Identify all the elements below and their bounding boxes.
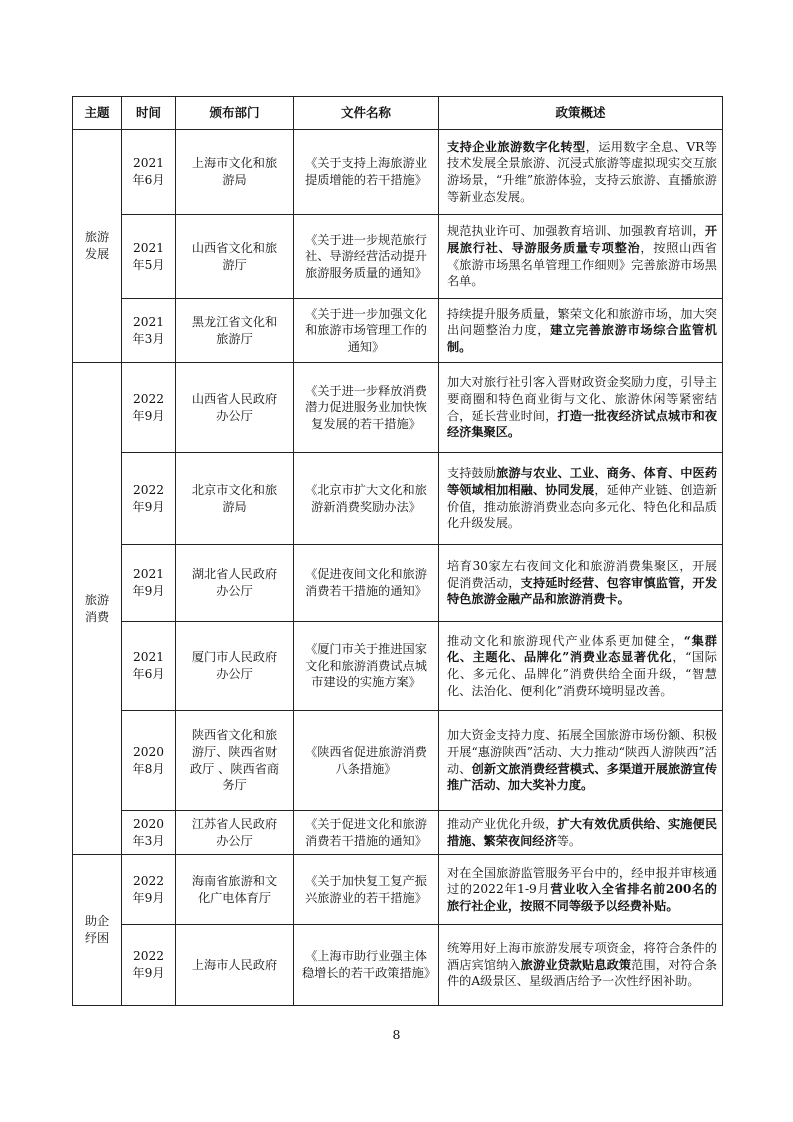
- theme-cell: 旅游发展: [73, 130, 122, 363]
- summary-text: 等。: [556, 833, 582, 848]
- summary-cell: [439, 299, 723, 363]
- time-cell: 2021年5月: [122, 215, 176, 299]
- department-cell: 江苏省人民政府办公厅: [176, 811, 294, 855]
- summary-emphasis: 支持企业旅游数字化转型: [447, 139, 586, 154]
- summary-cell: [439, 855, 723, 925]
- summary-text: 推动文化和旅游现代产业体系更加健全，: [447, 633, 684, 648]
- table-row: [73, 925, 723, 1006]
- summary-text: ，运用数字全息、VR等技术发展全景旅游、沉浸式旅游等虚拟现实交互旅游场景，“升维”旅游体验，支持云旅游、直播旅游等新业态发展。: [447, 139, 717, 204]
- time-cell: 2022年9月: [122, 855, 176, 925]
- time-cell: 2022年9月: [122, 453, 176, 545]
- time-cell: 2021年6月: [122, 622, 176, 711]
- header-document: 文件名称: [294, 97, 439, 130]
- page-number: 8: [392, 1027, 401, 1042]
- department-cell: 海南省旅游和文化广电体育厅: [176, 855, 294, 925]
- table-row: [73, 363, 723, 453]
- department-cell: 上海市人民政府: [176, 925, 294, 1006]
- time-cell: 2022年9月: [122, 925, 176, 1006]
- summary-cell: [439, 925, 723, 1006]
- summary-emphasis: 开展旅行社、导游服务质量专项整治: [447, 224, 717, 255]
- department-cell: 湖北省人民政府办公厅: [176, 545, 294, 622]
- header-theme: 主题: [73, 97, 122, 130]
- table-row: [73, 453, 723, 545]
- document-cell: 《关于进一步释放消费潜力促进服务业加快恢复发展的若干措施》: [294, 363, 439, 453]
- department-cell: 山西省人民政府办公厅: [176, 363, 294, 453]
- department-cell: 陕西省文化和旅游厅、陕西省财政厅 、陕西省商务厅: [176, 711, 294, 811]
- summary-cell: [439, 363, 723, 453]
- summary-cell: [439, 453, 723, 545]
- summary-cell: [439, 215, 723, 299]
- policy-table: [72, 96, 723, 1006]
- summary-text: 培育30家左右夜间文化和旅游消费集聚区，开展促消费活动，: [447, 559, 717, 590]
- table-body: [73, 130, 723, 1006]
- table-row: [73, 130, 723, 215]
- summary-text: 支持鼓励: [447, 466, 497, 481]
- summary-text: 加大对旅行社引客入晋财政资金奖励力度，引导主要商圈和特色商业街与文化、旅游休闲等紧密结合，延长营业时间，: [447, 375, 717, 423]
- department-cell: 厦门市人民政府办公厅: [176, 622, 294, 711]
- summary-emphasis: 营业收入全省排名前200名的旅行社企业，按照不同等级予以经费补贴。: [447, 882, 717, 913]
- header-summary: 政策概述: [439, 97, 723, 130]
- department-cell: 北京市文化和旅游局: [176, 453, 294, 545]
- summary-emphasis: 支持延时经营、包容审慎监管，开发特色旅游金融产品和旅游消费卡。: [447, 575, 718, 607]
- header-department: 颁布部门: [176, 97, 294, 130]
- summary-text: 范围，对符合条件的A级景区、星级酒店给予一次性纾困补助。: [447, 957, 718, 989]
- document-cell: 《陕西省促进旅游消费八条措施》: [294, 711, 439, 811]
- department-cell: 上海市文化和旅游局: [176, 130, 294, 215]
- table-row: [73, 215, 723, 299]
- department-cell: 山西省文化和旅游厅: [176, 215, 294, 299]
- theme-cell: 助企纾困: [73, 855, 122, 1006]
- table-header: [73, 97, 723, 130]
- document-cell: 《关于支持上海旅游业提质增能的若干措施》: [294, 130, 439, 215]
- summary-cell: [439, 130, 723, 215]
- time-cell: 2022年9月: [122, 363, 176, 453]
- table-row: [73, 299, 723, 363]
- document-cell: 《厦门市关于推进国家文化和旅游消费试点城市建设的实施方案》: [294, 622, 439, 711]
- table-row: [73, 811, 723, 855]
- document-cell: 《关于进一步规范旅行社、导游经营活动提升旅游服务质量的通知》: [294, 215, 439, 299]
- summary-emphasis: 创新文旅消费经营模式、多渠道开展旅游宣传推广活动、加大奖补力度。: [447, 761, 718, 793]
- time-cell: 2020年8月: [122, 711, 176, 811]
- summary-text: ，延伸产业链、创造新价值，推动旅游消费业态向多元化、特色化和品质化升级发展。: [447, 482, 718, 531]
- time-cell: 2021年9月: [122, 545, 176, 622]
- table-row: [73, 711, 723, 811]
- summary-emphasis: 打造一批夜经济试点城市和夜经济集聚区。: [447, 408, 718, 440]
- summary-cell: [439, 711, 723, 811]
- summary-text: 持续提升服务质量，繁荣文化和旅游市场，加大突出问题整治力度，: [447, 306, 717, 338]
- summary-text: 加大资金支持力度、拓展全国旅游市场份额、积极开展“惠游陕西”活动、大力推动“陕西人游陕西”活动、: [447, 728, 717, 776]
- summary-text: 对在全国旅游监管服务平台中的，经申报并审核通过的2022年1-9月: [447, 865, 717, 897]
- document-cell: 《关于加快复工复产振兴旅游业的若干措施》: [294, 855, 439, 925]
- summary-emphasis: 建立完善旅游市场综合监管机制。: [447, 323, 717, 354]
- header-time: 时间: [122, 97, 176, 130]
- document-cell: 《促进夜间文化和旅游消费若干措施的通知》: [294, 545, 439, 622]
- summary-cell: [439, 545, 723, 622]
- table-row: [73, 855, 723, 925]
- theme-cell: 旅游消费: [73, 363, 122, 855]
- summary-cell: [439, 811, 723, 855]
- document-cell: 《关于进一步加强文化和旅游市场管理工作的通知》: [294, 299, 439, 363]
- time-cell: 2020年3月: [122, 811, 176, 855]
- time-cell: 2021年6月: [122, 130, 176, 215]
- summary-text: 统筹用好上海市旅游发展专项资金，将符合条件的酒店宾馆纳入: [447, 941, 717, 972]
- table-row: [73, 622, 723, 711]
- summary-emphasis: “集群化、主题化、品牌化”消费业态显著优化: [447, 633, 717, 665]
- summary-text: 推动产业优化升级，: [447, 816, 558, 831]
- document-cell: 《关于促进文化和旅游消费若干措施的通知》: [294, 811, 439, 855]
- summary-emphasis: 扩大有效优质供给、实施便民措施、繁荣夜间经济: [447, 816, 718, 848]
- document-cell: 《上海市助行业强主体稳增长的若干政策措施》: [294, 925, 439, 1006]
- summary-text: ，按照山西省《旅游市场黑名单管理工作细则》完善旅游市场黑名单。: [447, 240, 717, 289]
- summary-text: 规范执业许可、加强教育培训、加强教育培训，: [447, 224, 705, 239]
- table-row: [73, 545, 723, 622]
- department-cell: 黑龙江省文化和旅游厅: [176, 299, 294, 363]
- summary-text: ，“国际化、多元化、品牌化”消费供给全面升级，“智慧化、法治化、便利化”消费环境明显改善。: [447, 650, 717, 698]
- summary-emphasis: 旅游与农业、工业、商务、体育、中医药等领域相加相融、协同发展: [447, 466, 718, 497]
- summary-emphasis: 旅游业贷款贴息政策: [520, 957, 632, 972]
- time-cell: 2021年3月: [122, 299, 176, 363]
- summary-cell: [439, 622, 723, 711]
- document-cell: 《北京市扩大文化和旅游新消费奖励办法》: [294, 453, 439, 545]
